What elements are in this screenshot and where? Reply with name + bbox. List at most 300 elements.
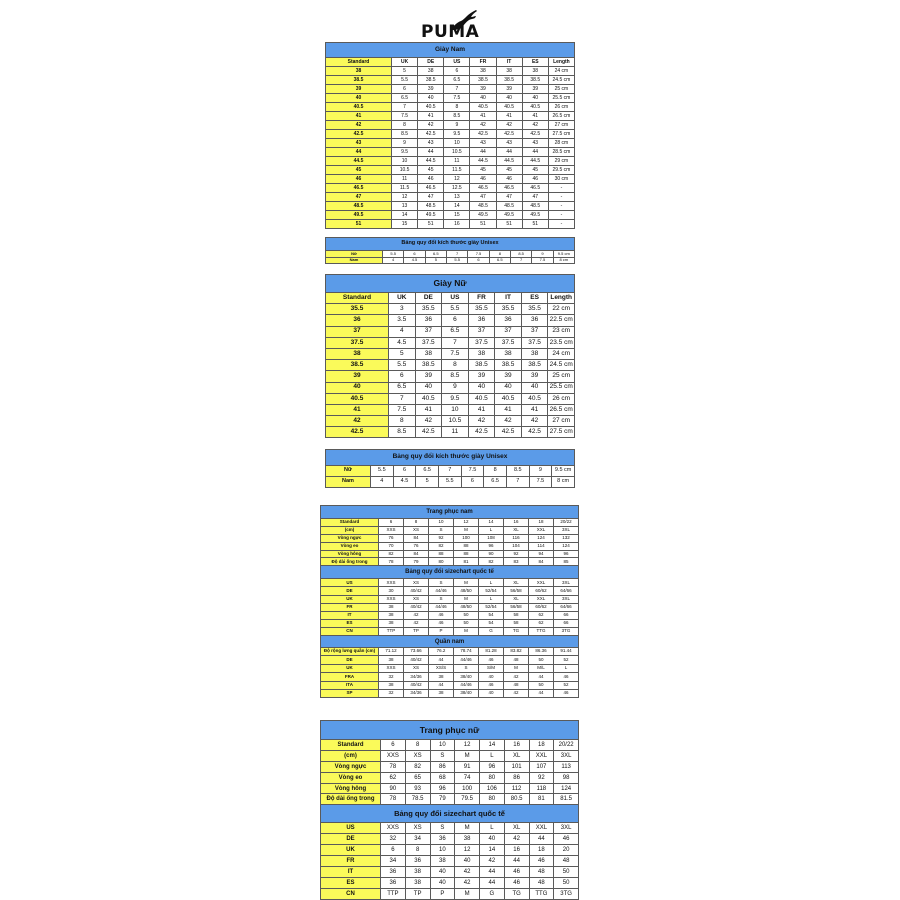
table-cell: 7.5 bbox=[529, 477, 552, 488]
table-cell: 50 bbox=[454, 619, 479, 627]
row-label: 42 bbox=[326, 416, 389, 427]
row-label: 42 bbox=[326, 121, 392, 130]
table-cell: 49.5 bbox=[470, 211, 496, 220]
table-cell: 37.5 bbox=[521, 337, 548, 348]
table-cell: 30 bbox=[379, 587, 404, 595]
table-row bbox=[321, 856, 579, 867]
table-cell: 30 cm bbox=[548, 175, 574, 184]
table-cell: 47 bbox=[418, 193, 444, 202]
table-cell: 42 bbox=[455, 877, 480, 888]
table-row bbox=[321, 656, 579, 664]
table-cell: 44/46 bbox=[429, 587, 454, 595]
table-cell: 48 bbox=[529, 866, 554, 877]
table-row bbox=[326, 166, 575, 175]
table-cell: 50 bbox=[529, 656, 554, 664]
table-row bbox=[326, 257, 575, 264]
table-cell: 36 bbox=[405, 856, 430, 867]
table-cell: 39 bbox=[415, 371, 442, 382]
table-cell: 38/40 bbox=[454, 689, 479, 697]
table-cell: 46 bbox=[429, 611, 454, 619]
table-cell: 44 bbox=[480, 877, 505, 888]
table-cell: XS bbox=[404, 664, 429, 672]
table-cell: 124 bbox=[529, 534, 554, 542]
row-label: CN bbox=[321, 627, 379, 635]
table-cell: 70 bbox=[379, 542, 404, 550]
table-row bbox=[326, 393, 575, 404]
table-cell: 40/42 bbox=[404, 587, 429, 595]
table-row bbox=[321, 681, 579, 689]
table-cell: 66 bbox=[554, 611, 579, 619]
table-cell: 11.5 bbox=[444, 166, 470, 175]
table-cell: 12.5 bbox=[444, 184, 470, 193]
table-cell: 42 bbox=[404, 611, 429, 619]
table-cell: XXL bbox=[529, 750, 554, 761]
puma-logo bbox=[421, 8, 479, 42]
table-cell: 3TG bbox=[554, 627, 579, 635]
table-header-row bbox=[326, 293, 575, 304]
table-cell: 92 bbox=[504, 550, 529, 558]
table-cell: 38 bbox=[521, 348, 548, 359]
table-cell: 42 bbox=[522, 121, 548, 130]
table-cell: - bbox=[548, 184, 574, 193]
table-row bbox=[321, 772, 579, 783]
table-cell: TTP bbox=[379, 627, 404, 635]
table-cell: M bbox=[455, 823, 480, 834]
brand-wordmark: PUMA bbox=[421, 22, 480, 42]
table-cell: 46.5 bbox=[418, 184, 444, 193]
table-cell: 44/46 bbox=[454, 681, 479, 689]
table-cell: XL bbox=[504, 526, 529, 534]
table-cell: 28 cm bbox=[548, 139, 574, 148]
table-cell: 46 bbox=[554, 673, 579, 681]
table-cell: 44 bbox=[496, 148, 522, 157]
table-cell: 58 bbox=[504, 611, 529, 619]
table-cell: 90 bbox=[479, 550, 504, 558]
table-row bbox=[321, 689, 579, 697]
table-cell: 46.5 bbox=[496, 184, 522, 193]
table-row bbox=[321, 579, 579, 587]
table-title: Bảng quy đổi kích thước giày Unisex bbox=[326, 238, 575, 251]
table-cell: TTG bbox=[529, 627, 554, 635]
table-cell: 64/66 bbox=[554, 603, 579, 611]
row-label: 43 bbox=[326, 139, 392, 148]
table-cell: 8 bbox=[405, 845, 430, 856]
table-cell: XXS bbox=[381, 823, 406, 834]
row-label: Vòng hông bbox=[321, 783, 381, 794]
table-cell: 11 bbox=[444, 157, 470, 166]
table-cell: 40 bbox=[430, 866, 455, 877]
table-cell: 13 bbox=[392, 202, 418, 211]
table-cell: 38 bbox=[430, 856, 455, 867]
table-title-row bbox=[326, 43, 575, 58]
table-cell: 9 bbox=[532, 251, 553, 258]
table-cell: 51 bbox=[470, 220, 496, 229]
table-cell: 32 bbox=[379, 673, 404, 681]
table-cell: 7.5 bbox=[444, 94, 470, 103]
table-cell: TTP bbox=[381, 888, 406, 899]
table-row bbox=[326, 67, 575, 76]
row-label: 41 bbox=[326, 112, 392, 121]
table-cell: 29.5 cm bbox=[548, 166, 574, 175]
table-cell: 71.12 bbox=[379, 648, 404, 656]
table-cell: 42 bbox=[418, 121, 444, 130]
table-cell: 42 bbox=[415, 416, 442, 427]
table-cell: 5.5 bbox=[389, 360, 416, 371]
table-cell: 51 bbox=[522, 220, 548, 229]
table-title: Giày Nam bbox=[326, 43, 575, 58]
table-cell: 46 bbox=[429, 619, 454, 627]
table-cell: 3XL bbox=[554, 595, 579, 603]
table-title-row bbox=[321, 721, 579, 740]
table-cell: 40.5 bbox=[470, 103, 496, 112]
table-cell: 34 bbox=[381, 856, 406, 867]
table-cell: 37 bbox=[495, 326, 522, 337]
row-label: DE bbox=[321, 834, 381, 845]
table-cell: 96 bbox=[480, 761, 505, 772]
row-label: 39 bbox=[326, 371, 389, 382]
row-label: 38 bbox=[326, 67, 392, 76]
table-cell: L bbox=[479, 526, 504, 534]
table-cell: 38 bbox=[522, 67, 548, 76]
table-cell: 15 bbox=[392, 220, 418, 229]
row-label: 38 bbox=[326, 348, 389, 359]
table-cell: 46 bbox=[504, 877, 529, 888]
row-label: DE bbox=[321, 587, 379, 595]
table-cell: 38 bbox=[496, 67, 522, 76]
row-label: FR bbox=[321, 856, 381, 867]
row-label: UK bbox=[321, 845, 381, 856]
table-header-row bbox=[326, 58, 575, 67]
table-cell: 5.5 bbox=[371, 466, 394, 477]
table-cell: 40 bbox=[430, 877, 455, 888]
table-row bbox=[321, 866, 579, 877]
table-cell: 42 bbox=[495, 416, 522, 427]
table-cell: XXS bbox=[379, 579, 404, 587]
table-cell: 43 bbox=[470, 139, 496, 148]
table-cell: 38.5 bbox=[495, 360, 522, 371]
table-row bbox=[326, 175, 575, 184]
table-cell: 44 bbox=[480, 866, 505, 877]
table-cell: 83 bbox=[504, 558, 529, 566]
table-cell: 10 bbox=[430, 845, 455, 856]
table-cell: 60/62 bbox=[529, 603, 554, 611]
table-cell: 46.5 bbox=[522, 184, 548, 193]
table-cell: 38 bbox=[495, 348, 522, 359]
row-label: Nam bbox=[326, 257, 383, 264]
table-cell: 124 bbox=[554, 542, 579, 550]
table-cell: 58 bbox=[504, 619, 529, 627]
table-cell: - bbox=[548, 193, 574, 202]
table-cell: 40 bbox=[479, 689, 504, 697]
table-cell: 44.5 bbox=[522, 157, 548, 166]
table-cell: G bbox=[480, 888, 505, 899]
row-label: 40 bbox=[326, 382, 389, 393]
table-cell: 22.5 cm bbox=[548, 315, 575, 326]
table-cell: 38 bbox=[379, 656, 404, 664]
table-cell: 32 bbox=[381, 834, 406, 845]
table-row bbox=[321, 783, 579, 794]
table-row bbox=[326, 103, 575, 112]
table-cell: 88 bbox=[429, 550, 454, 558]
table-cell: 8 bbox=[392, 121, 418, 130]
table-cell: 39 bbox=[418, 85, 444, 94]
table-cell: 54 bbox=[479, 611, 504, 619]
row-label: Vòng ngực bbox=[321, 761, 381, 772]
table-cell: 4.5 bbox=[389, 337, 416, 348]
table-cell: 44 bbox=[429, 681, 454, 689]
table-cell: 36 bbox=[430, 834, 455, 845]
column-header: ES bbox=[521, 293, 548, 304]
table-cell: 80.5 bbox=[504, 794, 529, 805]
table-cell: 7 bbox=[510, 257, 531, 264]
table-cell: 48.5 bbox=[470, 202, 496, 211]
row-label: SP bbox=[321, 689, 379, 697]
table-cell: 46 bbox=[522, 175, 548, 184]
table-cell: 41 bbox=[496, 112, 522, 121]
table-cell: 36 bbox=[521, 315, 548, 326]
table-cell: 14 bbox=[392, 211, 418, 220]
table-row bbox=[326, 404, 575, 415]
table-cell: 24.5 cm bbox=[548, 360, 575, 371]
women-clothing-size-table bbox=[320, 720, 579, 900]
table-cell: L bbox=[479, 579, 504, 587]
table-cell: 7 bbox=[438, 466, 461, 477]
table-cell: 44 bbox=[529, 689, 554, 697]
table-cell: 6.5 bbox=[389, 382, 416, 393]
table-cell: 41 bbox=[415, 404, 442, 415]
table-cell: S bbox=[429, 579, 454, 587]
table-cell: 78 bbox=[381, 761, 406, 772]
table-cell: L bbox=[480, 750, 505, 761]
table-cell: 27 cm bbox=[548, 121, 574, 130]
row-label: 48.5 bbox=[326, 202, 392, 211]
table-cell: 48 bbox=[504, 681, 529, 689]
table-cell: 6 bbox=[444, 67, 470, 76]
table-row bbox=[326, 315, 575, 326]
table-cell: 8.5 bbox=[444, 112, 470, 121]
table-cell: 82 bbox=[429, 542, 454, 550]
table-cell: 16 bbox=[504, 740, 529, 751]
table-cell: 6 bbox=[381, 845, 406, 856]
row-label: 35.5 bbox=[326, 304, 389, 315]
table-cell: 12 bbox=[455, 740, 480, 751]
column-header: FR bbox=[470, 58, 496, 67]
table-cell: 7.5 bbox=[392, 112, 418, 121]
row-label: 46 bbox=[326, 175, 392, 184]
table-cell: 91 bbox=[455, 761, 480, 772]
table-cell: 82 bbox=[379, 550, 404, 558]
table-cell: 86 bbox=[430, 761, 455, 772]
table-cell: 3XL bbox=[554, 823, 579, 834]
row-label: ES bbox=[321, 619, 379, 627]
table-cell: M bbox=[454, 579, 479, 587]
table-cell: 26 cm bbox=[548, 393, 575, 404]
table-cell: 38.5 bbox=[496, 76, 522, 85]
row-label: 40.5 bbox=[326, 393, 389, 404]
table-cell: 5 bbox=[389, 348, 416, 359]
table-cell: 5.5 bbox=[442, 304, 469, 315]
column-header: IT bbox=[495, 293, 522, 304]
table-cell: 73.66 bbox=[404, 648, 429, 656]
table-cell: 3TG bbox=[554, 888, 579, 899]
table-cell: 40.5 bbox=[468, 393, 495, 404]
table-cell: 86.36 bbox=[529, 648, 554, 656]
table-cell: TG bbox=[504, 627, 529, 635]
table-cell: 48/50 bbox=[454, 587, 479, 595]
table-cell: 64/66 bbox=[554, 587, 579, 595]
table-cell: 49.5 bbox=[522, 211, 548, 220]
table-cell: 45 bbox=[496, 166, 522, 175]
table-cell: 3.5 bbox=[389, 315, 416, 326]
table-cell: 52 bbox=[554, 681, 579, 689]
table-cell: 25 cm bbox=[548, 371, 575, 382]
row-label: 49.5 bbox=[326, 211, 392, 220]
table-cell: 4.5 bbox=[393, 477, 416, 488]
table-cell: 81 bbox=[529, 794, 554, 805]
table-cell: 3 bbox=[389, 304, 416, 315]
table-cell: 47 bbox=[496, 193, 522, 202]
table-cell: TG bbox=[504, 888, 529, 899]
table-cell: 45 bbox=[418, 166, 444, 175]
table-cell: 38.5 bbox=[418, 76, 444, 85]
table-cell: 106 bbox=[480, 783, 505, 794]
table-cell: 26.5 cm bbox=[548, 112, 574, 121]
row-label: 46.5 bbox=[326, 184, 392, 193]
row-label: 51 bbox=[326, 220, 392, 229]
table-cell: 42 bbox=[521, 416, 548, 427]
table-cell: 6 bbox=[389, 371, 416, 382]
table-row bbox=[326, 139, 575, 148]
table-cell: 9.5 cm bbox=[552, 466, 575, 477]
table-row bbox=[321, 611, 579, 619]
table-cell: 84 bbox=[404, 550, 429, 558]
table-cell: 37 bbox=[468, 326, 495, 337]
table-cell: 78.74 bbox=[454, 648, 479, 656]
table-row bbox=[326, 337, 575, 348]
table-cell: 11.5 bbox=[392, 184, 418, 193]
table-cell: 46 bbox=[470, 175, 496, 184]
table-cell: 35.5 bbox=[521, 304, 548, 315]
table-cell: 24 cm bbox=[548, 67, 574, 76]
table-cell: 42 bbox=[504, 689, 529, 697]
table-cell: 12 bbox=[454, 519, 479, 527]
table-cell: 37 bbox=[521, 326, 548, 337]
table-cell: 44.5 bbox=[470, 157, 496, 166]
table-cell: 96 bbox=[554, 550, 579, 558]
table-cell: 46.5 bbox=[470, 184, 496, 193]
table-cell: 47 bbox=[470, 193, 496, 202]
table-cell: 11 bbox=[392, 175, 418, 184]
table-cell: 81 bbox=[454, 558, 479, 566]
table-cell: 48/50 bbox=[454, 603, 479, 611]
table-cell: 42.5 bbox=[522, 130, 548, 139]
row-label: Vòng hông bbox=[321, 550, 379, 558]
table-row bbox=[321, 595, 579, 603]
column-header: UK bbox=[392, 58, 418, 67]
table-cell: 76 bbox=[404, 542, 429, 550]
table-cell: 16 bbox=[444, 220, 470, 229]
table-cell: 18 bbox=[529, 740, 554, 751]
column-header: FR bbox=[468, 293, 495, 304]
table-cell: G bbox=[479, 627, 504, 635]
table-cell: 40 bbox=[480, 834, 505, 845]
table-row bbox=[326, 304, 575, 315]
row-label: Nam bbox=[326, 477, 371, 488]
table-cell: 52/54 bbox=[479, 603, 504, 611]
table-row bbox=[321, 740, 579, 751]
table-cell: 108 bbox=[479, 534, 504, 542]
table-cell: 79.5 bbox=[455, 794, 480, 805]
table-row bbox=[326, 184, 575, 193]
table-cell: 7 bbox=[446, 251, 467, 258]
table-cell: 8 cm bbox=[553, 257, 574, 264]
table-row bbox=[321, 534, 579, 542]
table-cell: 7 bbox=[389, 393, 416, 404]
table-cell: M bbox=[504, 664, 529, 672]
table-cell: 40.5 bbox=[418, 103, 444, 112]
table-cell: 41 bbox=[470, 112, 496, 121]
table-cell: 40/42 bbox=[404, 681, 429, 689]
table-cell: 5 bbox=[416, 477, 439, 488]
row-label: 45 bbox=[326, 166, 392, 175]
table-cell: 42 bbox=[504, 834, 529, 845]
table-row bbox=[326, 382, 575, 393]
table-cell: 114 bbox=[529, 542, 554, 550]
row-label: UK bbox=[321, 664, 379, 672]
table-row bbox=[326, 76, 575, 85]
row-label: Nữ bbox=[326, 251, 383, 258]
table-cell: 13 bbox=[444, 193, 470, 202]
table-cell: 18 bbox=[529, 845, 554, 856]
table-row bbox=[326, 193, 575, 202]
table-row bbox=[321, 550, 579, 558]
table-title: Bảng quy đổi sizechart quốc tế bbox=[321, 566, 579, 579]
table-cell: 7.5 bbox=[461, 466, 484, 477]
table-cell: P bbox=[430, 888, 455, 899]
table-cell: 27.5 cm bbox=[548, 427, 575, 438]
column-header: DE bbox=[418, 58, 444, 67]
row-label: Vòng eo bbox=[321, 772, 381, 783]
table-cell: 38.5 bbox=[470, 76, 496, 85]
table-cell: 32 bbox=[379, 689, 404, 697]
table-cell: 39 bbox=[522, 85, 548, 94]
table-cell: 84 bbox=[404, 534, 429, 542]
table-cell: M bbox=[455, 888, 480, 899]
table-row bbox=[326, 148, 575, 157]
column-header: DE bbox=[415, 293, 442, 304]
table-cell: 4.5 bbox=[404, 257, 425, 264]
table-cell: 48.5 bbox=[496, 202, 522, 211]
table-cell: 8.5 bbox=[510, 251, 531, 258]
table-cell: 42 bbox=[480, 856, 505, 867]
table-cell: XXL bbox=[529, 579, 554, 587]
table-cell: 82 bbox=[479, 558, 504, 566]
table-cell: 37.5 bbox=[468, 337, 495, 348]
table-row bbox=[321, 823, 579, 834]
table-cell: 50 bbox=[554, 877, 579, 888]
table-row bbox=[321, 834, 579, 845]
table-cell: 20/22 bbox=[554, 519, 579, 527]
row-label: Nữ bbox=[326, 466, 371, 477]
table-cell: 40 bbox=[521, 382, 548, 393]
table-cell: 40.5 bbox=[522, 103, 548, 112]
table-cell: XS bbox=[404, 579, 429, 587]
table-cell: 50 bbox=[529, 681, 554, 689]
table-cell: 50 bbox=[554, 866, 579, 877]
table-cell: 6 bbox=[404, 251, 425, 258]
table-cell: 29 cm bbox=[548, 157, 574, 166]
table-cell: 39 bbox=[521, 371, 548, 382]
